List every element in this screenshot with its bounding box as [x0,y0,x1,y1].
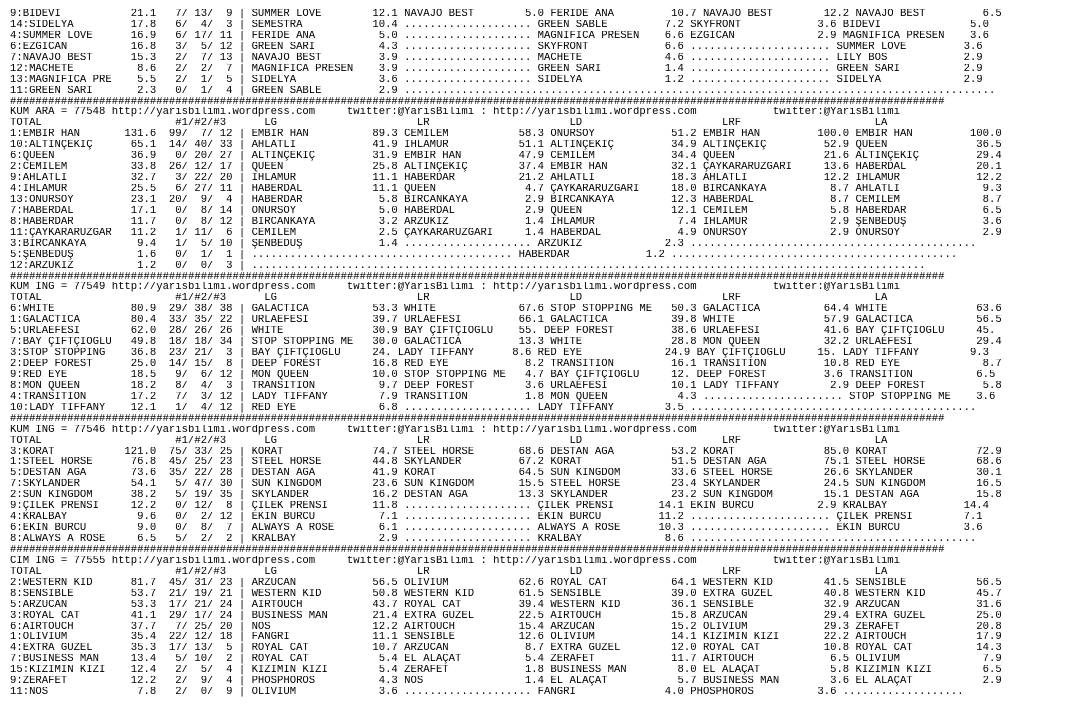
table-row: 3:BİRCANKAYA 9.4 1/ 5/ 10 | ŞENBEDÜŞ 1.4 .................... ARZUKIZ 2.3 ............................................. [10,238,977,250]
table-row: 3:KORAT 121.0 75/ 33/ 25 | KORAT 74.7 STEEL HORSE 68.6 DESTAN AGA 53.2 KORAT 85.0 KORAT 72.9 [10,446,1002,458]
table-row: 9:RED EYE 18.5 9/ 6/ 12 | MON QUEEN 10.0 STOP STOPPING ME 4.7 BAY ÇİFTÇİOĞLU 12. DEEP FOREST 3.6 TRANSITION 6.5 [10,369,996,381]
table-row: 11:ÇAYKARARÜZGAR 11.2 1/ 11/ 6 | CEMİLEM 2.5 ÇAYKARARÜZGARI 1.4 HABERDAL 4.9 ONURSOY 2.9 ONURSOY 2.9 [10,227,1002,239]
race-header: KUM ING = 77546 http://yarisbilimi.wordpress.com twitter:@YarisBilimi : http://yarisbilimi.wordpress.com twitter:@YarisBilimi [10,424,901,436]
table-row: 7:HABERDAL 17.1 0/ 8/ 14 | ONURSOY 5.0 HABERDAL 2.9 QUEEN 12.1 CEMİLEM 5.8 HABERDAR 6.5 [10,205,1002,217]
table-row: 14:SİDELYA 17.8 6/ 4/ 3 | SEMESTRA 10.4 .................... GREEN SABLE 7.2 SKYFRONT 3.6 BİDEVİ 5.0 [10,19,990,31]
table-row: 4:IHLAMUR 25.5 6/ 27/ 11 | HABERDAL 11.1 QUEEN 4.7 ÇAYKARARÜZGARI 18.0 BİRCANKAYA 8.7 AHLATLI 9.3 [10,184,1002,195]
table-row: 4:TRANSITION 17.2 7/ 3/ 12 | LADY TIFFANY 7.9 TRANSITION 1.8 MON QUEEN 4.3 ...................... STOP STOPPING ME 3.6 [10,391,996,403]
column-header: TOTAL #1/#2/#3 LG LR LD LRF LA [10,566,888,578]
table-row: 6:WHITE 80.9 29/ 38/ 38 | GALACTICA 53.3 WHITE 67.6 STOP STOPPING ME 50.3 GALACTICA 64.4 WHITE 63.6 [10,304,1002,316]
table-row: 12:MACHETE 8.6 2/ 2/ 7 | MAGNIFICA PRESEN 3.9 .................... GREEN SARI 1.4 ...................... GREEN SARI 2.9 [10,63,983,75]
table-row: 4:KRALBAY 9.6 0/ 2/ 12 | EKİN BURCU 7.1 .................... EKİN BURCU 11.2 ...................... ÇİLEK PRENSİ 7.1 [10,512,983,524]
table-row: 2:SUN KINGDOM 38.2 5/ 19/ 35 | SKYLANDER 16.2 DESTAN AGA 13.3 SKYLANDER 23.2 SUN KINGDOM 15.1 DESTAN AGA 15.8 [10,490,1002,502]
table-row: 13:MAGNIFICA PRE 5.5 2/ 1/ 5 | SİDELYA 3.6 .................... SİDELYA 1.2 ...................... SİDELYA 2.9 [10,74,983,86]
table-row: 10:ALTINÇEKİÇ 65.1 14/ 40/ 33 | AHLATLI 41.9 IHLAMUR 51.1 ALTINÇEKİÇ 34.9 ALTINÇEKİÇ 52.9 QUEEN 36.5 [10,140,1002,152]
table-row: 3:ROYAL CAT 41.1 29/ 17/ 24 | BUSINESS MAN 21.4 EXTRA GÜZEL 22.5 AIRTOUCH 15.8 ARZUCAN 29.4 EXTRA GÜZEL 25.0 [10,610,1002,622]
table-row: 2:DEEP FOREST 25.0 14/ 15/ 8 | DEEP FOREST 16.8 RED EYE 8.2 TRANSITION 16.1 TRANSITION 10.8 RED EYE 8.7 [10,359,1002,370]
race-header: KUM ARA = 77548 http://yarisbilimi.wordpress.com twitter:@YarisBilimi : http://yarisbilimi.wordpress.com twitter:@YarisBilimi [10,107,901,119]
table-row: 5:ŞENBEDÜŞ 1.6 0/ 1/ 1 | ......................................... HABERDAR 1.2 ............................................. [10,249,958,261]
table-row: 5:DESTAN AGA 73.6 35/ 22/ 28 | DESTAN AGA 41.9 KORAT 64.5 SUN KINGDOM 33.6 STEEL HORSE 26.6 SKYLANDER 30.1 [10,468,1002,480]
section-separator: ################################################################################################################################################### [10,96,945,108]
column-header: TOTAL #1/#2/#3 LG LR LD LRF LA [10,118,888,130]
table-row: 11:GREEN SARI 2.3 0/ 1/ 4 | GREEN SABLE 2.9 ............................................................................................. [10,85,996,97]
table-row: 7:BUSINESS MAN 13.4 5/ 10/ 2 | ROYAL CAT 5.4 EL ALAÇAT 5.4 ZERAFET 11.7 AIRTOUCH 6.5 OLIVIUM 7.9 [10,654,1002,666]
table-row: 8:SENSIBLE 53.7 21/ 19/ 21 | WESTERN KID 50.8 WESTERN KID 61.5 SENSIBLE 39.0 EXTRA GÜZEL 40.8 WESTERN KID 45.7 [10,588,1002,600]
table-row: 13:ONURSOY 23.1 20/ 9/ 4 | HABERDAR 5.8 BİRCANKAYA 2.9 BİRCANKAYA 12.3 HABERDAL 8.7 CEMİLEM 8.7 [10,194,1002,206]
table-row: 6:QUEEN 36.9 0/ 20/ 27 | ALTINÇEKİÇ 31.9 EMBİR HAN 47.9 CEMİLEM 34.4 QUEEN 21.6 ALTINÇEKİÇ 29.4 [10,151,1002,163]
column-header: TOTAL #1/#2/#3 LG LR LD LRF LA [10,435,888,447]
table-row: 8:HABERDAR 11.7 0/ 8/ 12 | BİRCANKAYA 3.2 ARZUKIZ 1.4 IHLAMUR 7.4 IHLAMUR 2.9 ŞENBEDÜŞ 3.6 [10,216,1002,228]
table-row: 7:SKYLANDER 54.1 5/ 47/ 30 | SUN KINGDOM 23.6 SUN KINGDOM 15.5 STEEL HORSE 23.4 SKYLANDER 24.5 SUN KINGDOM 16.5 [10,479,1002,491]
table-row: 5:ARZUCAN 53.3 17/ 21/ 24 | AIRTOUCH 43.7 ROYAL CAT 39.4 WESTERN KID 36.1 SENSIBLE 32.9 ARZUCAN 31.6 [10,599,1002,611]
section-separator: ################################################################################################################################################### [10,544,945,556]
section-separator: ################################################################################################################################################### [10,413,945,425]
table-row: 9:ZERAFET 12.2 2/ 9/ 4 | PHOSPHOROS 4.3 NOS 1.4 EL ALAÇAT 5.7 BUSINESS MAN 3.6 EL ALAÇAT 2.9 [10,676,1002,688]
table-row: 2:WESTERN KID 81.7 45/ 31/ 23 | ARZUCAN 56.5 OLIVIUM 62.6 ROYAL CAT 64.1 WESTERN KID 41.5 SENSIBLE 56.5 [10,577,1002,589]
table-row: 7:BAY ÇİFTÇİOĞLU 49.8 18/ 18/ 34 | STOP STOPPING ME 30.0 GALACTICA 13.3 WHITE 28.8 MON QUEEN 32.2 URLAEFESİ 29.4 [10,337,1002,349]
table-row: 1:OLIVIUM 35.4 22/ 12/ 18 | FANGRI 11.1 SENSIBLE 12.6 OLIVIUM 14.1 KIZIMIN KIZI 22.2 AIRTOUCH 17.9 [10,632,1002,644]
column-header: TOTAL #1/#2/#3 LG LR LD LRF LA [10,293,888,305]
table-row: 15:KIZIMIN KIZI 12.4 2/ 5/ 4 | KIZIMIN KIZI 5.4 ZERAFET 1.8 BUSINESS MAN 8.0 EL ALAÇAT 5.8 KIZIMIN KIZI 6.5 [10,665,1002,677]
race-header: KUM ING = 77549 http://yarisbilimi.wordpress.com twitter:@YarisBilimi : http://yarisbilimi.wordpress.com twitter:@YarisBilimi [10,282,901,294]
table-row: 6:AIRTOUCH 37.7 7/ 25/ 20 | NOS 12.2 AIRTOUCH 15.4 ARZUCAN 15.2 OLIVIUM 29.3 ZERAFET 20.8 [10,621,1002,633]
table-row: 10:LADY TIFFANY 12.1 1/ 4/ 12 | RED EYE 6.8 .................... LADY TIFFANY 3.5 ............................................. [10,402,977,414]
table-row: 4:EXTRA GÜZEL 35.3 17/ 13/ 5 | ROYAL CAT 10.7 ARZUCAN 8.7 EXTRA GÜZEL 12.0 ROYAL CAT 10.8 ROYAL CAT 14.3 [10,643,1002,655]
table-row: 6:EKİN BURCU 9.0 0/ 8/ 7 | ALWAYS A ROSE 6.1 .................... ALWAYS A ROSE 10.3 ...................... EKİN BURCU 3.6 [10,523,983,534]
table-row: 1:STEEL HORSE 76.8 45/ 25/ 23 | STEEL HORSE 44.8 SKYLANDER 67.2 KORAT 51.5 DESTAN AGA 75.1 STEEL HORSE 68.6 [10,457,1002,469]
table-row: 12:ARZUKIZ 1.2 0/ 0/ 3 | .......................................................................................................... [10,260,926,272]
table-row: 9:BİDEVİ 21.1 7/ 13/ 9 | SUMMER LOVE 12.1 NAVAJO BEST 5.0 FERİDE ANA 10.7 NAVAJO BEST 12.2 NAVAJO BEST 6.5 [10,9,1002,20]
table-row: 6:EZGİCAN 16.8 3/ 5/ 12 | GREEN SARI 4.3 .................... SKYFRONT 6.6 ...................... SUMMER LOVE 3.6 [10,41,983,53]
table-row: 7:NAVAJO BEST 15.3 2/ 7/ 13 | NAVAJO BEST 3.9 .................... MACHETE 4.6 ...................... LILY BOS 2.9 [10,52,983,64]
table-row: 8:ALWAYS A ROSE 6.5 5/ 2/ 2 | KRALBAY 2.9 .................... KRALBAY 8.6 ............................................. [10,534,977,545]
table-row: 9:AHLATLI 32.7 3/ 22/ 20 | IHLAMUR 11.1 HABERDAR 21.2 AHLATLI 18.3 AHLATLI 12.2 IHLAMUR 12.2 [10,173,1002,184]
table-row: 4:SUMMER LOVE 16.9 6/ 17/ 11 | FERİDE ANA 5.0 .................... MAGNIFICA PRESEN 6.6 EZGİCAN 2.9 MAGNIFICA PRESEN 3.6 [10,30,990,42]
section-separator: ################################################################################################################################################### [10,271,945,283]
table-row: 1:EMBİR HAN 131.6 99/ 7/ 12 | EMBİR HAN 89.3 CEMİLEM 58.3 ONURSOY 51.2 EMBİR HAN 100.0 EMBİR HAN 100.0 [10,129,1002,141]
table-row: 9:ÇİLEK PRENSİ 12.2 0/ 12/ 8 | ÇİLEK PRENSİ 11.8 .................... ÇİLEK PRENSİ 14.1 EKİN BURCU 2.9 KRALBAY 14.4 [10,501,990,513]
table-row: 2:CEMİLEM 33.8 26/ 12/ 17 | QUEEN 25.8 ALTINÇEKİÇ 37.4 EMBİR HAN 32.1 ÇAYKARARÜZGARI 13.6 HABERDAL 20.1 [10,162,1002,174]
race-header: CIM ING = 77555 http://yarisbilimi.wordpress.com twitter:@YarisBilimi : http://yarisbilimi.wordpress.com twitter:@YarisBilimi [10,555,901,567]
results-document [10,9,1070,709]
table-row: 5:URLAEFESİ 62.0 28/ 26/ 26 | WHITE 30.9 BAY ÇİFTÇİOĞLU 55. DEEP FOREST 38.6 URLAEFESİ 41.6 BAY ÇİFTÇİOĞLU 45. [10,326,996,338]
table-row: 3:STOP STOPPING 36.8 23/ 21/ 3 | BAY ÇİFTÇİOĞLU 24. LADY TIFFANY 8.6 RED EYE 24.9 BAY ÇİFTÇİOĞLU 15. LADY TIFFANY 9.3 [10,348,990,359]
table-row: 8:MON QUEEN 18.2 8/ 4/ 3 | TRANSITION 9.7 DEEP FOREST 3.6 URLAEFESİ 10.1 LADY TIFFANY 2.9 DEEP FOREST 5.8 [10,380,1002,392]
table-row: 11:NOS 7.8 2/ 0/ 9 | OLIVIUM 3.6 .................... FANGRI 4.0 PHOSPHOROS 3.6 ................... [10,687,964,699]
table-row: 1:GALACTICA 80.4 33/ 35/ 22 | URLAEFESİ 39.7 URLAEFESİ 66.1 GALACTICA 39.8 WHITE 57.9 GALACTICA 56.5 [10,315,1002,327]
